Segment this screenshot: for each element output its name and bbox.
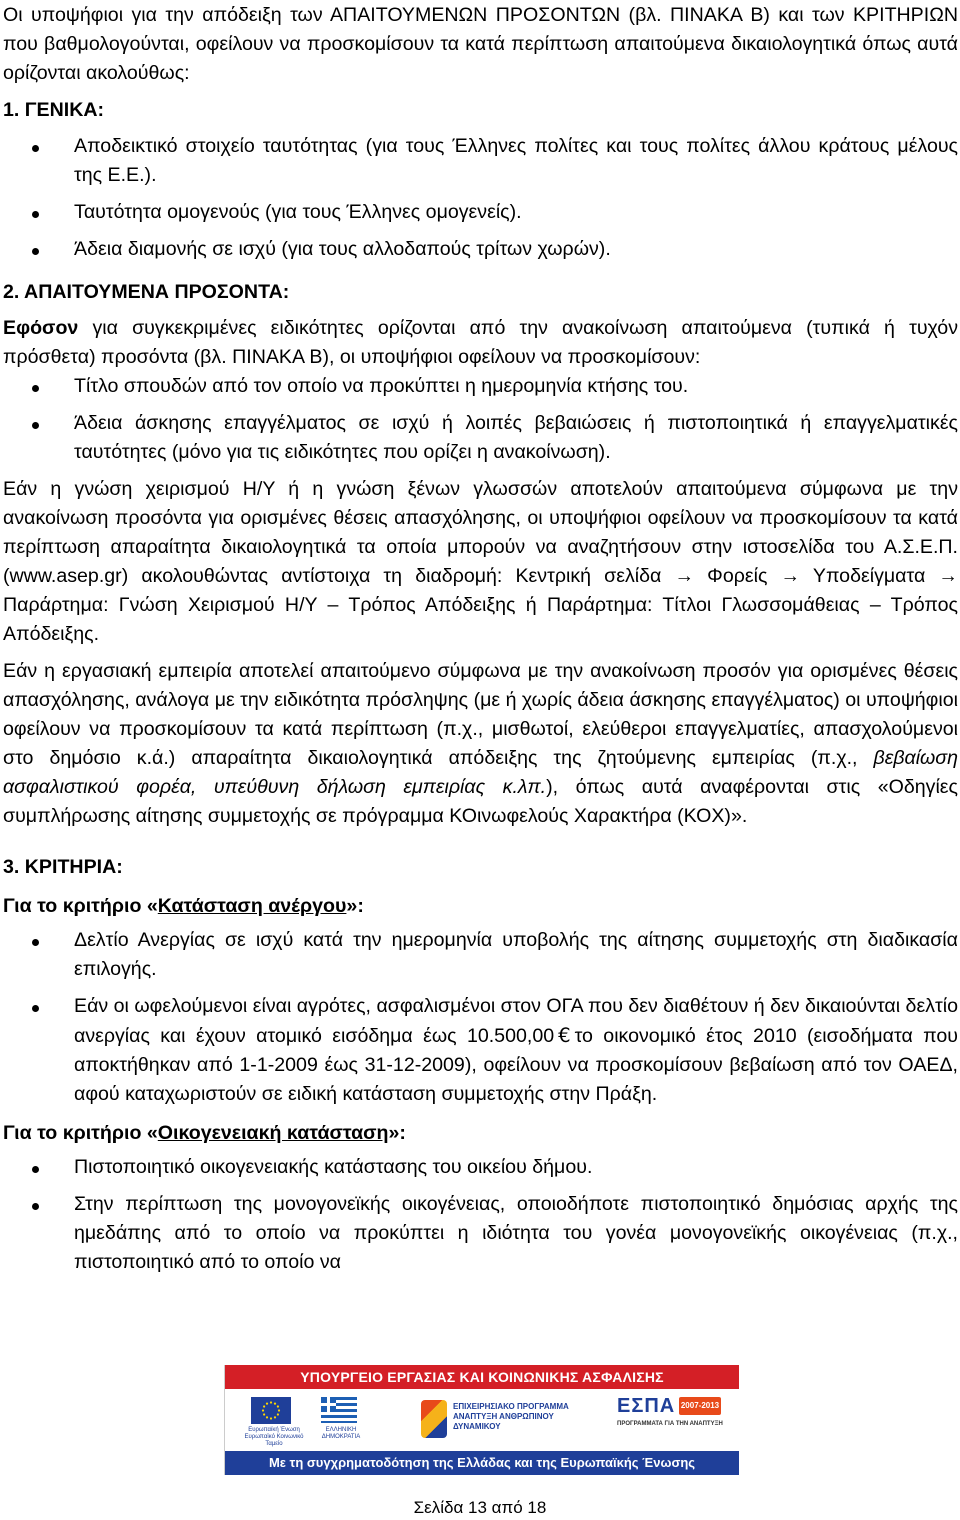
euro-icon: € [558, 1024, 571, 1047]
section-general-heading: 1. ΓΕΝΙΚΑ: [3, 99, 105, 121]
list-item: Τίτλο σπουδών από τον οποίο να προκύπτει η ημερομηνία κτήσης του. [3, 372, 958, 401]
list-item: Δελτίο Ανεργίας σε ισχύ κατά την ημερομηνία υποβολής της αίτησης συμμετοχής στη διαδικασία επιλογής. [3, 926, 958, 984]
list-item: Πιστοποιητικό οικογενειακής κατάστασης του οικείου δήμου. [3, 1153, 958, 1182]
intro-paragraph: Οι υποψήφιοι για την απόδειξη των ΑΠΑΙΤΟΥΜΕΝΩΝ ΠΡΟΣΟΝΤΩΝ (βλ. ΠΙΝΑΚΑ Β) και των ΚΡΙΤΗΡΙΩΝ που βαθμολογούνται, οφείλουν να προσκομίσουν τα κατά περίπτωση απαιτούμενα δικαιολογητικά όπως αυτά ορίζονται ακολούθως: [3, 4, 958, 84]
program-text [453, 1402, 573, 1432]
experience-italic: βεβαίωση ασφαλιστικού φορέα, υπεύθυνη δήλωση εμπειρίας κ.λπ. [3, 747, 958, 798]
work-experience-paragraph [3, 657, 958, 831]
eu-stars-icon [251, 1397, 291, 1424]
criterion-family-heading [3, 1119, 958, 1148]
list-item: Αποδεικτικό στοιχείο ταυτότητας (για τους Έλληνες πολίτες και τους πολίτες άλλου κράτους μέλους της Ε.Ε.). [3, 132, 958, 190]
list-item: Στην περίπτωση της μονογονεϊκής οικογένειας, οποιοδήποτε πιστοποιητικό δημόσιας αρχής της ημεδάπης από το οποίο να προκύπτει η ιδιότητα του γονέα μονογονεϊκής οικογένειας (π.χ., πιστοποιητικό από το οποίο να [3, 1190, 958, 1277]
unemployment-list [3, 926, 958, 1109]
criterion-unemployment-heading [3, 892, 958, 921]
program-line-1: ΕΠΙΧΕΙΡΗΣΙΑΚΟ ΠΡΟΓΡΑΜΜΑ [453, 1402, 569, 1411]
cofunding-caption: Με τη συγχρηματοδότηση της Ελλάδας και της Ευρωπαϊκής Ένωσης [225, 1451, 739, 1475]
eu-flag-icon [251, 1397, 291, 1424]
program-line-2: ΑΝΑΠΤΥΞΗ ΑΝΘΡΩΠΙΝΟΥ ΔΥΝΑΜΙΚΟΥ [453, 1412, 554, 1431]
criterion-prefix: Για το κριτήριο « [3, 1122, 158, 1144]
criterion-suffix: »: [388, 1122, 406, 1144]
criterion-suffix: »: [346, 895, 364, 917]
funding-banner [224, 1365, 739, 1475]
qualifications-lead [3, 314, 958, 372]
espa-logo [617, 1395, 727, 1445]
criterion-name: Κατάσταση ανέργου [157, 895, 347, 917]
farmer-text-end: το οικονομικό έτος 2010 (εισοδήματα που αποκτήθηκαν από 1-1-2009 έως 31-12-2009), οφείλουν να προσκομίσουν βεβαίωση από τον ΟΑΕΔ, αφού καταχωριστούν σε ειδική κατάσταση συμμετοχής στην Πράξη. [74, 1025, 959, 1105]
experience-text: Εάν η εργασιακή εμπειρία αποτελεί απαιτούμενο σύμφωνα με την ανακοίνωση προσόν για ορισμένες θέσεις απασχόλησης, ανάλογα με την ειδικότητα πρόσληψης (με ή χωρίς άδεια άσκησης επαγγέλματος) οι υποψήφιοι οφείλουν να προσκομίσουν τα κατά περίπτωση (π.χ., μισθωτοί, ελεύθεροι επαγγελματίες, απασχολούμενοι στο δημόσιο κ.ά.) απαραίτητα δικαιολογητικά απόδειξης της ζητούμενης εμπειρίας (π.χ., [3, 660, 958, 769]
ministry-title: ΥΠΟΥΡΓΕΙΟ ΕΡΓΑΣΙΑΣ ΚΑΙ ΚΟΙΝΩΝΙΚΗΣ ΑΣΦΑΛΙΣΗΣ [225, 1365, 739, 1389]
list-item: Άδεια διαμονής σε ισχύ (για τους αλλοδαπούς τρίτων χωρών). [3, 235, 958, 264]
section-qualifications-heading: 2. ΑΠΑΙΤΟΥΜΕΝΑ ΠΡΟΣΟΝΤΑ: [3, 281, 290, 303]
criterion-name: Οικογενειακή κατάσταση [157, 1122, 389, 1144]
experience-text-end: ), όπως αυτά αναφέρονται στις «Οδηγίες συμπλήρωσης αίτησης συμμετοχής σε πρόγραμμα ΚΟινωφελούς Χαρακτήρα (ΚΟΧ)». [3, 776, 958, 827]
espa-title: ΕΣΠΑ [617, 1395, 676, 1417]
greek-flag-cross [321, 1397, 336, 1412]
lead-rest: για συγκεκριμένες ειδικότητες ορίζονται από την ανακοίνωση απαιτούμενα (τυπικά ή τυχόν πρόσθετα) προσόντα (βλ. ΠΙΝΑΚΑ Β), οι υποψήφιοι οφείλουν να προσκομίσουν: [3, 317, 958, 368]
program-mark-icon [421, 1400, 447, 1438]
espa-years: 2007-2013 [679, 1397, 721, 1415]
program-logo [421, 1400, 571, 1438]
list-item [3, 992, 958, 1109]
document-body [3, 1, 958, 1285]
greece-caption: ΕΛΛΗΝΙΚΗ ΔΗΜΟΚΡΑΤΙΑ [321, 1427, 361, 1440]
family-list [3, 1153, 958, 1277]
criterion-prefix: Για το κριτήριο « [3, 895, 158, 917]
greek-flag-icon [321, 1397, 357, 1423]
qualifications-list [3, 372, 958, 467]
logos-strip [225, 1389, 739, 1451]
section-criteria-heading: 3. ΚΡΙΤΗΡΙΑ: [3, 856, 123, 878]
espa-subtitle: ΠΡΟΓΡΑΜΜΑΤΑ ΓΙΑ ΤΗΝ ΑΝΑΠΤΥΞΗ [617, 1421, 723, 1427]
farmer-text: Εάν οι ωφελούμενοι είναι αγρότες, ασφαλισμένοι στον ΟΓΑ που δεν διαθέτουν ή δεν δικαιούνται δελτίο ανεργίας και έχουν ατομικό εισόδημα έως 10.500,00 [74, 995, 958, 1047]
lead-bold: Εφόσον [3, 317, 79, 339]
eu-caption: Ευρωπαϊκή Ένωση Ευρωπαϊκό Κοινωνικό Ταμείο [244, 1427, 304, 1447]
general-list [3, 132, 958, 264]
computer-language-paragraph: Εάν η γνώση χειρισμού Η/Υ ή η γνώση ξένων γλωσσών αποτελούν απαιτούμενα σύμφωνα με την ανακοίνωση προσόντα για ορισμένες θέσεις απασχόλησης, οι υποψήφιοι οφείλουν να προσκομίσουν τα κατά περίπτωση απαραίτητα δικαιολογητικά τα οποία μπορούν να αναζητήσουν στην ιστοσελίδα του Α.Σ.Ε.Π. (www.asep.gr) ακολουθώντας αντίστοιχα τη διαδρομή: Κεντρική σελίδα → Φορείς → Υποδείγματα → Παράρτημα: Γνώση Χειρισμού Η/Υ – Τρόπος Απόδειξης ή Παράρτημα: Τίτλοι Γλωσσομάθειας – Τρόπος Απόδειξης. [3, 478, 958, 645]
list-item: Ταυτότητα ομογενούς (για τους Έλληνες ομογενείς). [3, 198, 958, 227]
page-number: Σελίδα 13 από 18 [413, 1498, 547, 1517]
list-item: Άδεια άσκησης επαγγέλματος σε ισχύ ή λοιπές βεβαιώσεις ή πιστοποιητικά ή επαγγελματικές ταυτότητες (μόνο για τις ειδικότητες που ορίζει η ανακοίνωση). [3, 409, 958, 467]
